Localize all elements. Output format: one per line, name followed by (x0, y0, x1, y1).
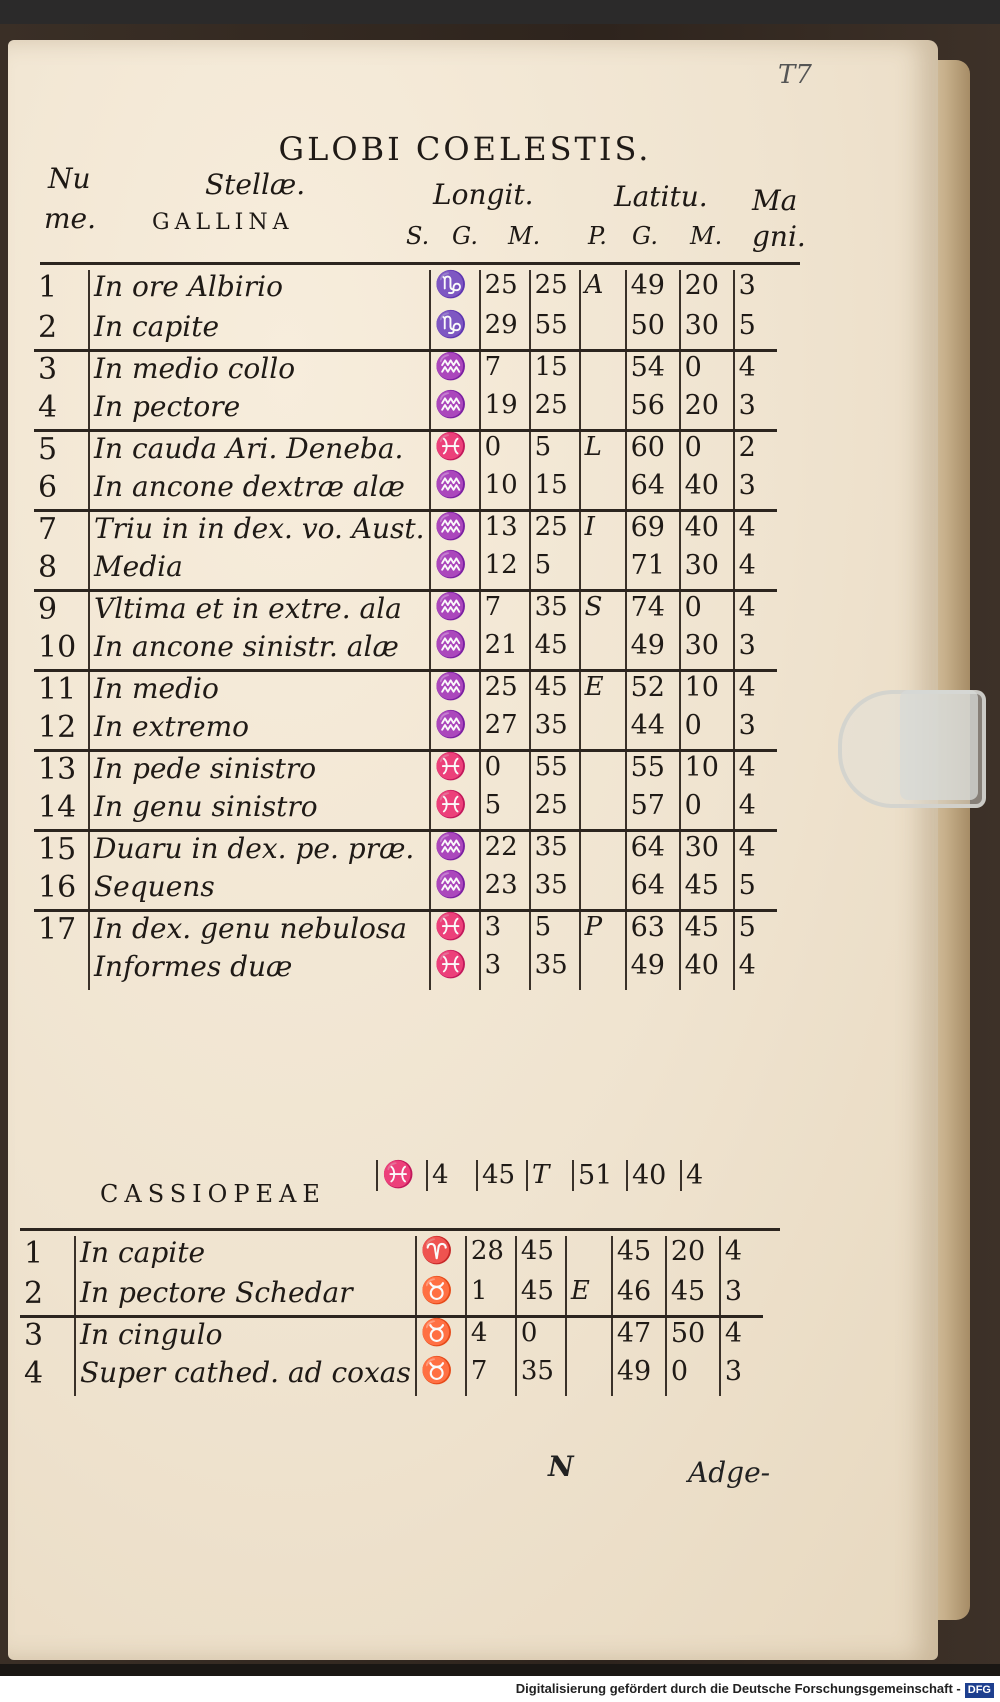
latitude-letter (580, 550, 626, 590)
latitude-letter: P (580, 910, 626, 950)
star-number: 13 (38, 751, 77, 787)
star-name: In dex. genu nebulosa (89, 910, 430, 950)
star-row (34, 750, 777, 790)
zodiac-sign-icon: ♓ (430, 430, 480, 470)
latitude-letter: T (527, 1160, 573, 1191)
latitude-degrees: 69 (626, 510, 680, 550)
magnitude: 4 (720, 1236, 763, 1276)
longitude-degrees: 19 (480, 390, 530, 430)
catchword: Adge- (688, 1456, 771, 1489)
zodiac-sign-icon: ♓ (430, 750, 480, 790)
latitude-degrees: 49 (626, 630, 680, 670)
star-row (34, 390, 777, 430)
longitude-minutes: 25 (530, 270, 580, 310)
latitude-letter: E (566, 1276, 612, 1316)
longitude-degrees: 7 (466, 1356, 516, 1396)
running-head: GLOBI COELESTIS. (278, 130, 652, 168)
star-number: 14 (38, 790, 77, 825)
latitude-letter (580, 750, 626, 790)
latitude-degrees: 46 (612, 1276, 666, 1316)
longitude-minutes: 45 (530, 630, 580, 670)
longitude-minutes: 35 (530, 590, 580, 630)
longitude-degrees: 10 (480, 470, 530, 510)
header-magni-2: gni. (752, 220, 806, 253)
star-number: 10 (38, 630, 77, 665)
star-number (34, 950, 89, 990)
cassiopeae-summary-row (376, 1160, 724, 1191)
header-magni-1: Ma (752, 184, 798, 217)
magnitude: 3 (734, 470, 777, 510)
zodiac-sign-icon: ♉ (416, 1356, 466, 1396)
star-name: In extremo (89, 710, 430, 750)
star-row (20, 1316, 763, 1356)
header-lm: M. (690, 222, 723, 250)
star-row (34, 670, 777, 710)
latitude-minutes: 20 (680, 270, 734, 310)
magnitude: 3 (734, 630, 777, 670)
latitude-letter (580, 390, 626, 430)
star-name: In ancone sinistr. alæ (89, 630, 430, 670)
constellation-gallina: GALLINA (152, 210, 294, 235)
magnitude: 4 (681, 1160, 724, 1191)
star-name: In ore Albirio (89, 270, 430, 310)
star-number: 1 (38, 270, 58, 305)
star-number: 12 (38, 710, 77, 745)
zodiac-sign-icon: ♒ (430, 550, 480, 590)
latitude-degrees: 71 (626, 550, 680, 590)
star-number: 17 (38, 911, 77, 947)
longitude-degrees: 3 (480, 950, 530, 990)
zodiac-sign-icon: ♓ (430, 790, 480, 830)
longitude-minutes: 15 (530, 470, 580, 510)
footer-credit: Digitalisierung gefördert durch die Deutsche Forschungsgemeinschaft - (515, 1681, 961, 1696)
star-number: 6 (38, 470, 58, 505)
star-name: In cingulo (75, 1316, 416, 1356)
magnitude: 4 (734, 670, 777, 710)
magnitude: 4 (734, 350, 777, 390)
latitude-minutes: 30 (680, 550, 734, 590)
latitude-letter (580, 310, 626, 350)
latitude-letter: L (580, 430, 626, 470)
zodiac-sign-icon: ♒ (430, 390, 480, 430)
longitude-minutes: 0 (516, 1316, 566, 1356)
signature-mark: N (548, 1450, 574, 1483)
zodiac-sign-icon: ♉ (416, 1276, 466, 1316)
header-p: P. (588, 222, 607, 250)
star-name: In capite (89, 310, 430, 350)
zodiac-sign-icon: ♒ (430, 470, 480, 510)
zodiac-sign-icon: ♓ (430, 910, 480, 950)
longitude-degrees: 0 (480, 750, 530, 790)
latitude-degrees: 50 (626, 310, 680, 350)
latitude-degrees: 74 (626, 590, 680, 630)
zodiac-sign-icon: ♑ (430, 310, 480, 350)
longitude-degrees: 23 (480, 870, 530, 910)
magnitude: 5 (734, 910, 777, 950)
latitude-degrees: 64 (626, 830, 680, 870)
latitude-minutes: 40 (627, 1160, 681, 1191)
zodiac-sign-icon: ♒ (430, 350, 480, 390)
star-row (34, 710, 777, 750)
header-latitu: Latitu. (614, 180, 708, 213)
star-name: Triu in in dex. vo. Aust. (89, 510, 430, 550)
longitude-minutes: 5 (530, 430, 580, 470)
latitude-letter: S (580, 590, 626, 630)
latitude-degrees: 56 (626, 390, 680, 430)
longitude-degrees: 28 (466, 1236, 516, 1276)
latitude-minutes: 0 (666, 1356, 720, 1396)
magnitude: 4 (734, 830, 777, 870)
longitude-degrees: 7 (480, 590, 530, 630)
star-name: Duaru in dex. pe. præ. (89, 830, 430, 870)
latitude-minutes: 40 (680, 950, 734, 990)
latitude-letter (580, 710, 626, 750)
longitude-degrees: 13 (480, 510, 530, 550)
latitude-degrees: 51 (573, 1160, 627, 1191)
longitude-minutes: 35 (530, 830, 580, 870)
zodiac-sign-icon: ♉ (416, 1316, 466, 1356)
longitude-degrees: 29 (480, 310, 530, 350)
longitude-minutes: 55 (530, 750, 580, 790)
latitude-minutes: 45 (666, 1276, 720, 1316)
latitude-letter (580, 870, 626, 910)
latitude-degrees: 49 (612, 1356, 666, 1396)
longitude-degrees: 4 (466, 1316, 516, 1356)
latitude-minutes: 45 (680, 870, 734, 910)
star-number: 2 (24, 1276, 44, 1311)
latitude-minutes: 0 (680, 790, 734, 830)
latitude-letter (580, 470, 626, 510)
star-number: 2 (38, 310, 58, 345)
latitude-minutes: 0 (680, 430, 734, 470)
magnitude: 3 (734, 710, 777, 750)
latitude-letter (580, 350, 626, 390)
zodiac-sign-icon: ♒ (430, 870, 480, 910)
header-rule (40, 262, 800, 265)
longitude-degrees: 12 (480, 550, 530, 590)
longitude-degrees: 1 (466, 1276, 516, 1316)
longitude-minutes: 15 (530, 350, 580, 390)
star-name: In pectore (89, 390, 430, 430)
longitude-degrees: 7 (480, 350, 530, 390)
longitude-minutes: 35 (516, 1356, 566, 1396)
star-number: 4 (24, 1356, 44, 1391)
header-lg: G. (632, 222, 658, 250)
star-row (34, 310, 777, 350)
star-name: Media (89, 550, 430, 590)
longitude-degrees: 25 (480, 670, 530, 710)
latitude-letter (580, 830, 626, 870)
star-row (34, 950, 777, 990)
star-row (20, 1356, 763, 1396)
star-number: 11 (38, 671, 77, 707)
latitude-degrees: 47 (612, 1316, 666, 1356)
star-row (34, 510, 777, 550)
magnitude: 4 (734, 750, 777, 790)
longitude-degrees: 22 (480, 830, 530, 870)
star-row (34, 550, 777, 590)
longitude-degrees: 27 (480, 710, 530, 750)
star-name: In genu sinistro (89, 790, 430, 830)
latitude-minutes: 45 (680, 910, 734, 950)
latitude-degrees: 63 (626, 910, 680, 950)
cassiopeae-table (20, 1236, 763, 1396)
star-number: 8 (38, 550, 58, 585)
latitude-letter (566, 1356, 612, 1396)
star-number: 3 (38, 351, 58, 387)
longitude-degrees: 21 (480, 630, 530, 670)
star-row (34, 870, 777, 910)
magnitude: 3 (720, 1276, 763, 1316)
star-row (34, 910, 777, 950)
magnitude: 3 (734, 270, 777, 310)
latitude-minutes: 0 (680, 710, 734, 750)
zodiac-sign-icon: ♒ (430, 590, 480, 630)
magnitude: 5 (734, 870, 777, 910)
star-number: 5 (38, 431, 58, 467)
longitude-minutes: 25 (530, 390, 580, 430)
longitude-minutes: 25 (530, 510, 580, 550)
latitude-degrees: 49 (626, 950, 680, 990)
latitude-degrees: 55 (626, 750, 680, 790)
latitude-minutes: 0 (680, 350, 734, 390)
latitude-letter: I (580, 510, 626, 550)
magnitude: 3 (720, 1356, 763, 1396)
header-num-2: me. (44, 202, 97, 235)
latitude-letter: A (580, 270, 626, 310)
star-name: Vltima et in extre. ala (89, 590, 430, 630)
star-row (34, 830, 777, 870)
star-row (34, 470, 777, 510)
latitude-minutes: 10 (680, 750, 734, 790)
longitude-minutes: 45 (477, 1160, 527, 1191)
longitude-minutes: 35 (530, 870, 580, 910)
latitude-minutes: 0 (680, 590, 734, 630)
header-stella: Stellæ. (205, 168, 306, 201)
header-num-1: Nu (48, 162, 91, 195)
zodiac-sign-icon: ♒ (430, 670, 480, 710)
dfg-logo: DFG (965, 1683, 994, 1698)
latitude-minutes: 40 (680, 470, 734, 510)
star-name: In ancone dextræ alæ (89, 470, 430, 510)
star-row (20, 1236, 763, 1276)
longitude-minutes: 25 (530, 790, 580, 830)
section-rule (20, 1228, 780, 1231)
magnitude: 4 (734, 590, 777, 630)
longitude-degrees: 25 (480, 270, 530, 310)
latitude-letter (580, 790, 626, 830)
latitude-minutes: 20 (666, 1236, 720, 1276)
latitude-degrees: 64 (626, 870, 680, 910)
header-g: G. (452, 222, 478, 250)
latitude-letter (580, 950, 626, 990)
longitude-degrees: 3 (480, 910, 530, 950)
zodiac-sign-icon: ♑ (430, 270, 480, 310)
star-name: Super cathed. ad coxas (75, 1356, 416, 1396)
star-number: 4 (38, 390, 58, 425)
longitude-degrees: 5 (480, 790, 530, 830)
latitude-minutes: 30 (680, 830, 734, 870)
star-name: In capite (75, 1236, 416, 1276)
latitude-minutes: 40 (680, 510, 734, 550)
latitude-degrees: 49 (626, 270, 680, 310)
latitude-letter (580, 630, 626, 670)
zodiac-sign-icon: ♒ (430, 710, 480, 750)
star-name: Sequens (89, 870, 430, 910)
zodiac-sign-icon: ♒ (430, 510, 480, 550)
star-row (34, 590, 777, 630)
star-name: Informes duæ (89, 950, 430, 990)
longitude-minutes: 5 (530, 550, 580, 590)
magnitude: 2 (734, 430, 777, 470)
header-s: S. (406, 222, 430, 250)
star-name: In pede sinistro (89, 750, 430, 790)
longitude-minutes: 35 (530, 710, 580, 750)
header-longit: Longit. (433, 178, 534, 211)
magnitude: 4 (734, 510, 777, 550)
star-number: 9 (38, 591, 58, 627)
latitude-letter (566, 1236, 612, 1276)
star-row (34, 790, 777, 830)
longitude-minutes: 35 (530, 950, 580, 990)
star-name: In pectore Schedar (75, 1276, 416, 1316)
magnitude: 4 (720, 1316, 763, 1356)
latitude-degrees: 54 (626, 350, 680, 390)
zodiac-sign-icon: ♒ (430, 830, 480, 870)
gallina-table (34, 270, 777, 990)
star-number: 7 (38, 511, 58, 547)
folio-mark: T7 (778, 60, 812, 90)
star-row (20, 1276, 763, 1316)
star-number: 15 (38, 831, 77, 867)
star-number: 16 (38, 870, 77, 905)
latitude-letter (566, 1316, 612, 1356)
star-number: 1 (24, 1236, 44, 1271)
star-name: In cauda Ari. Deneba. (89, 430, 430, 470)
star-row (34, 350, 777, 390)
longitude-degrees: 0 (480, 430, 530, 470)
latitude-degrees: 57 (626, 790, 680, 830)
latitude-minutes: 20 (680, 390, 734, 430)
longitude-minutes: 45 (516, 1276, 566, 1316)
star-row (34, 630, 777, 670)
zodiac-sign-icon: ♓ (430, 950, 480, 990)
digitization-footer (0, 1676, 1000, 1702)
longitude-minutes: 45 (516, 1236, 566, 1276)
latitude-degrees: 52 (626, 670, 680, 710)
latitude-minutes: 30 (680, 310, 734, 350)
page-clip-bar (900, 690, 978, 800)
latitude-degrees: 45 (612, 1236, 666, 1276)
constellation-cassiopeae: CASSIOPEAE (100, 1180, 326, 1208)
magnitude: 3 (734, 390, 777, 430)
longitude-minutes: 5 (530, 910, 580, 950)
star-name: In medio collo (89, 350, 430, 390)
latitude-degrees: 64 (626, 470, 680, 510)
latitude-letter: E (580, 670, 626, 710)
longitude-minutes: 45 (530, 670, 580, 710)
latitude-degrees: 60 (626, 430, 680, 470)
latitude-degrees: 44 (626, 710, 680, 750)
latitude-minutes: 30 (680, 630, 734, 670)
magnitude: 5 (734, 310, 777, 350)
longitude-minutes: 55 (530, 310, 580, 350)
star-row (34, 270, 777, 310)
zodiac-sign-icon: ♓ (377, 1160, 427, 1191)
magnitude: 4 (734, 790, 777, 830)
magnitude: 4 (734, 950, 777, 990)
latitude-minutes: 10 (680, 670, 734, 710)
header-m: M. (508, 222, 541, 250)
longitude-degrees: 4 (427, 1160, 477, 1191)
latitude-minutes: 50 (666, 1316, 720, 1356)
star-row (34, 430, 777, 470)
zodiac-sign-icon: ♒ (430, 630, 480, 670)
star-number: 3 (24, 1317, 44, 1353)
magnitude: 4 (734, 550, 777, 590)
star-name: In medio (89, 670, 430, 710)
zodiac-sign-icon: ♈ (416, 1236, 466, 1276)
